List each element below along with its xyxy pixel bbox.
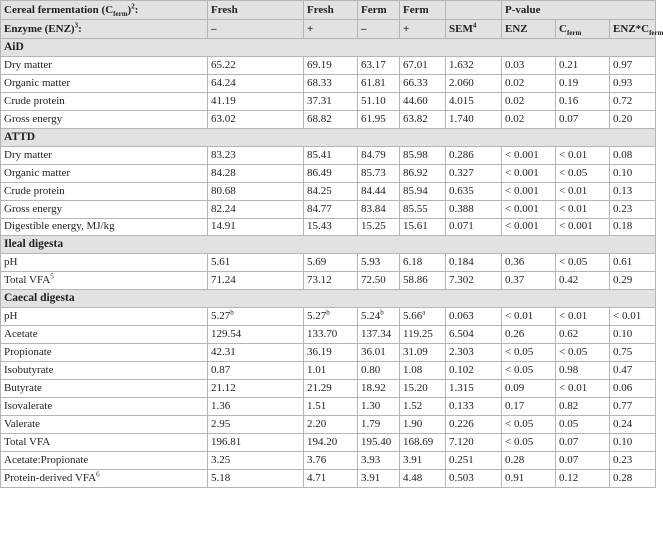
section-row — [1, 39, 656, 57]
cell-p-enz: < 0.001 — [502, 200, 556, 218]
cell-fresh-no-enz: 1.36 — [208, 398, 304, 416]
table-row — [1, 254, 656, 272]
cell-fresh-no-enz: 82.24 — [208, 200, 304, 218]
cell-p-enz: < 0.05 — [502, 433, 556, 451]
cell-p-enz: < 0.001 — [502, 146, 556, 164]
cell-ferm-no-enz: 83.84 — [358, 200, 400, 218]
cell-fresh-no-enz: 65.22 — [208, 57, 304, 75]
row-label: Dry matter — [1, 57, 208, 75]
cell-p-enz: 0.37 — [502, 272, 556, 290]
table-row — [1, 362, 656, 380]
cell-ferm-no-enz: 1.79 — [358, 415, 400, 433]
row-label: pH — [1, 308, 208, 326]
cell-fresh-enz: 69.19 — [304, 57, 358, 75]
cell-ferm-no-enz: 137.34 — [358, 326, 400, 344]
cell-p-interaction: 0.20 — [610, 110, 656, 128]
cell-fresh-enz: 21.29 — [304, 380, 358, 398]
cell-fresh-enz: 1.01 — [304, 362, 358, 380]
table-row — [1, 110, 656, 128]
cell-fresh-no-enz: 63.02 — [208, 110, 304, 128]
cell-fresh-no-enz: 5.61 — [208, 254, 304, 272]
section-row — [1, 290, 656, 308]
cell-p-interaction: 0.13 — [610, 182, 656, 200]
cell-fresh-enz: 3.76 — [304, 451, 358, 469]
table-row — [1, 326, 656, 344]
cell-sem: 0.251 — [446, 451, 502, 469]
cell-ferm-no-enz: 36.01 — [358, 344, 400, 362]
cell-ferm-enz: 1.90 — [400, 415, 446, 433]
row-label: Digestible energy, MJ/kg — [1, 218, 208, 236]
cell-fresh-no-enz: 41.19 — [208, 92, 304, 110]
cell-p-cferm: 0.21 — [556, 57, 610, 75]
cell-sem: 0.063 — [446, 308, 502, 326]
cell-sem: 0.388 — [446, 200, 502, 218]
cell-ferm-enz: 85.98 — [400, 146, 446, 164]
cell-ferm-enz: 85.94 — [400, 182, 446, 200]
cell-p-interaction: 0.75 — [610, 344, 656, 362]
cell-ferm-enz: 5.66$^a$ — [400, 308, 446, 326]
row-label: Total VFA — [1, 433, 208, 451]
cell-fresh-enz: 133.70 — [304, 326, 358, 344]
cell-ferm-enz: 119.25 — [400, 326, 446, 344]
cell-p-interaction: 0.10 — [610, 433, 656, 451]
cell-ferm-no-enz: 51.10 — [358, 92, 400, 110]
cell-p-enz: 0.02 — [502, 92, 556, 110]
section-row — [1, 128, 656, 146]
header-enzyme-label: Enzyme (ENZ)$^3$: — [1, 20, 208, 39]
cell-sem: 0.635 — [446, 182, 502, 200]
row-label: Butyrate — [1, 380, 208, 398]
cell-p-interaction: 0.24 — [610, 415, 656, 433]
cell-sem: 2.303 — [446, 344, 502, 362]
cell-ferm-enz: 4.48 — [400, 469, 446, 487]
cell-p-cferm: 0.62 — [556, 326, 610, 344]
cell-fresh-no-enz: 64.24 — [208, 74, 304, 92]
cell-fresh-no-enz: 5.27$^b$ — [208, 308, 304, 326]
row-label: Acetate — [1, 326, 208, 344]
cell-ferm-enz: 15.20 — [400, 380, 446, 398]
cell-p-interaction: 0.72 — [610, 92, 656, 110]
cell-ferm-no-enz: 195.40 — [358, 433, 400, 451]
table-row — [1, 451, 656, 469]
cell-p-interaction: < 0.01 — [610, 308, 656, 326]
table-row — [1, 415, 656, 433]
row-label: Crude protein — [1, 92, 208, 110]
cell-fresh-no-enz: 5.18 — [208, 469, 304, 487]
cell-p-interaction: 0.29 — [610, 272, 656, 290]
section-title: Caecal digesta — [1, 290, 656, 308]
cell-ferm-enz: 67.01 — [400, 57, 446, 75]
row-label: Gross energy — [1, 110, 208, 128]
row-label: Gross energy — [1, 200, 208, 218]
cell-fresh-enz: 85.41 — [304, 146, 358, 164]
cell-p-cferm: 0.19 — [556, 74, 610, 92]
cell-p-cferm: 0.42 — [556, 272, 610, 290]
cell-p-interaction: 0.06 — [610, 380, 656, 398]
cell-fresh-enz: 2.20 — [304, 415, 358, 433]
table-row — [1, 398, 656, 416]
table-row — [1, 344, 656, 362]
cell-ferm-no-enz: 5.93 — [358, 254, 400, 272]
cell-p-enz: < 0.01 — [502, 308, 556, 326]
table-row — [1, 164, 656, 182]
cell-p-cferm: 0.12 — [556, 469, 610, 487]
cell-ferm-enz: 168.69 — [400, 433, 446, 451]
cell-sem: 1.315 — [446, 380, 502, 398]
header-row-cereal-fermentation — [1, 1, 656, 20]
cell-p-cferm: 0.05 — [556, 415, 610, 433]
cell-fresh-enz: 68.33 — [304, 74, 358, 92]
row-label: Crude protein — [1, 182, 208, 200]
row-label: Valerate — [1, 415, 208, 433]
cell-ferm-no-enz: 3.91 — [358, 469, 400, 487]
header-enz: ENZ — [502, 20, 556, 39]
cell-fresh-no-enz: 3.25 — [208, 451, 304, 469]
cell-p-cferm: 0.07 — [556, 433, 610, 451]
cell-sem: 4.015 — [446, 92, 502, 110]
cell-ferm-no-enz: 5.24$^b$ — [358, 308, 400, 326]
section-title: AiD — [1, 39, 656, 57]
row-label: Isobutyrate — [1, 362, 208, 380]
cell-sem: 0.286 — [446, 146, 502, 164]
cell-ferm-enz: 15.61 — [400, 218, 446, 236]
header-col1-fresh: Fresh — [208, 1, 304, 20]
cell-fresh-no-enz: 14.91 — [208, 218, 304, 236]
cell-p-interaction: 0.23 — [610, 200, 656, 218]
cell-p-interaction: 0.28 — [610, 469, 656, 487]
cell-p-interaction: 0.10 — [610, 326, 656, 344]
row-label: Dry matter — [1, 146, 208, 164]
table-row — [1, 74, 656, 92]
cell-sem: 2.060 — [446, 74, 502, 92]
cell-ferm-enz: 85.55 — [400, 200, 446, 218]
cell-sem: 0.503 — [446, 469, 502, 487]
cell-ferm-enz: 63.82 — [400, 110, 446, 128]
cell-p-enz: 0.02 — [502, 110, 556, 128]
cell-p-interaction: 0.61 — [610, 254, 656, 272]
table-row — [1, 308, 656, 326]
cell-fresh-enz: 194.20 — [304, 433, 358, 451]
cell-ferm-enz: 1.52 — [400, 398, 446, 416]
cell-p-enz: 0.02 — [502, 74, 556, 92]
cell-p-enz: < 0.05 — [502, 415, 556, 433]
cell-p-enz: < 0.001 — [502, 164, 556, 182]
cell-ferm-no-enz: 61.95 — [358, 110, 400, 128]
cell-sem: 7.302 — [446, 272, 502, 290]
cell-p-interaction: 0.08 — [610, 146, 656, 164]
cell-p-interaction: 0.97 — [610, 57, 656, 75]
cell-p-enz: 0.09 — [502, 380, 556, 398]
cell-fresh-enz: 4.71 — [304, 469, 358, 487]
cell-p-enz: 0.26 — [502, 326, 556, 344]
section-title: Ileal digesta — [1, 236, 656, 254]
cell-p-cferm: < 0.01 — [556, 380, 610, 398]
cell-p-cferm: < 0.01 — [556, 200, 610, 218]
cell-ferm-enz: 6.18 — [400, 254, 446, 272]
cell-p-cferm: 0.07 — [556, 110, 610, 128]
cell-fresh-no-enz: 0.87 — [208, 362, 304, 380]
header-enzyme-col3: – — [358, 20, 400, 39]
cell-fresh-enz: 1.51 — [304, 398, 358, 416]
header-col4-ferm: Ferm — [400, 1, 446, 20]
header-enzyme-col2: + — [304, 20, 358, 39]
cell-fresh-enz: 5.69 — [304, 254, 358, 272]
row-label: Organic matter — [1, 164, 208, 182]
header-sem: SEM$^4$ — [446, 20, 502, 39]
cell-p-enz: < 0.001 — [502, 182, 556, 200]
cell-ferm-enz: 1.08 — [400, 362, 446, 380]
cell-ferm-enz: 31.09 — [400, 344, 446, 362]
table-row — [1, 92, 656, 110]
cell-ferm-enz: 58.86 — [400, 272, 446, 290]
cell-sem: 0.184 — [446, 254, 502, 272]
cell-fresh-enz: 73.12 — [304, 272, 358, 290]
cell-sem: 0.133 — [446, 398, 502, 416]
cell-p-enz: < 0.05 — [502, 362, 556, 380]
cell-sem: 0.327 — [446, 164, 502, 182]
table-row — [1, 200, 656, 218]
cell-fresh-enz: 84.25 — [304, 182, 358, 200]
cell-fresh-enz: 5.27$^b$ — [304, 308, 358, 326]
cell-ferm-no-enz: 18.92 — [358, 380, 400, 398]
table-row — [1, 218, 656, 236]
cell-sem: 0.071 — [446, 218, 502, 236]
cell-fresh-no-enz: 84.28 — [208, 164, 304, 182]
row-label: Protein-derived VFA$^6$ — [1, 469, 208, 487]
cell-fresh-enz: 15.43 — [304, 218, 358, 236]
cell-p-interaction: 0.47 — [610, 362, 656, 380]
cell-fresh-enz: 68.82 — [304, 110, 358, 128]
cell-p-enz: 0.03 — [502, 57, 556, 75]
cell-p-cferm: < 0.05 — [556, 254, 610, 272]
cell-ferm-enz: 44.60 — [400, 92, 446, 110]
cell-p-enz: 0.28 — [502, 451, 556, 469]
cell-p-cferm: 0.98 — [556, 362, 610, 380]
cell-p-enz: < 0.001 — [502, 218, 556, 236]
cell-fresh-no-enz: 196.81 — [208, 433, 304, 451]
cell-p-cferm: 0.16 — [556, 92, 610, 110]
cell-ferm-enz: 86.92 — [400, 164, 446, 182]
row-label: Acetate:Propionate — [1, 451, 208, 469]
header-row-enzyme — [1, 20, 656, 39]
header-sem-blank — [446, 1, 502, 20]
cell-fresh-no-enz: 21.12 — [208, 380, 304, 398]
row-label: Total VFA$^5$ — [1, 272, 208, 290]
cell-sem: 1.740 — [446, 110, 502, 128]
table-row — [1, 469, 656, 487]
cell-ferm-no-enz: 0.80 — [358, 362, 400, 380]
cell-ferm-no-enz: 84.44 — [358, 182, 400, 200]
table-row — [1, 433, 656, 451]
cell-p-enz: 0.36 — [502, 254, 556, 272]
section-title: ATTD — [1, 128, 656, 146]
cell-fresh-enz: 36.19 — [304, 344, 358, 362]
cell-ferm-no-enz: 15.25 — [358, 218, 400, 236]
cell-ferm-enz: 66.33 — [400, 74, 446, 92]
cell-p-cferm: < 0.01 — [556, 146, 610, 164]
table-row — [1, 57, 656, 75]
cell-fresh-enz: 86.49 — [304, 164, 358, 182]
cell-p-enz: < 0.05 — [502, 344, 556, 362]
cell-fresh-no-enz: 42.31 — [208, 344, 304, 362]
cell-ferm-no-enz: 84.79 — [358, 146, 400, 164]
header-enzyme-col4: + — [400, 20, 446, 39]
cell-ferm-no-enz: 72.50 — [358, 272, 400, 290]
cell-p-cferm: < 0.01 — [556, 308, 610, 326]
table-row — [1, 272, 656, 290]
cell-sem: 6.504 — [446, 326, 502, 344]
header-pvalue: P-value — [502, 1, 656, 20]
row-label: Organic matter — [1, 74, 208, 92]
cell-p-cferm: < 0.05 — [556, 344, 610, 362]
cell-ferm-no-enz: 61.81 — [358, 74, 400, 92]
section-row — [1, 236, 656, 254]
cell-p-interaction: 0.10 — [610, 164, 656, 182]
cell-p-enz: 0.17 — [502, 398, 556, 416]
table-row — [1, 146, 656, 164]
cell-ferm-no-enz: 3.93 — [358, 451, 400, 469]
cell-p-interaction: 0.93 — [610, 74, 656, 92]
header-col3-ferm: Ferm — [358, 1, 400, 20]
cell-fresh-no-enz: 129.54 — [208, 326, 304, 344]
header-enzyme-col1: – — [208, 20, 304, 39]
cell-ferm-no-enz: 85.73 — [358, 164, 400, 182]
cell-sem: 7.120 — [446, 433, 502, 451]
cell-fresh-no-enz: 71.24 — [208, 272, 304, 290]
cell-p-interaction: 0.23 — [610, 451, 656, 469]
header-interaction: $ENZ*C_{ferm}$ — [610, 20, 656, 39]
cell-fresh-enz: 37.31 — [304, 92, 358, 110]
row-label: Isovalerate — [1, 398, 208, 416]
cell-p-cferm: < 0.01 — [556, 182, 610, 200]
header-col2-fresh: Fresh — [304, 1, 358, 20]
cell-sem: 1.632 — [446, 57, 502, 75]
table-row — [1, 182, 656, 200]
cell-ferm-no-enz: 63.17 — [358, 57, 400, 75]
row-label: pH — [1, 254, 208, 272]
cell-p-cferm: < 0.05 — [556, 164, 610, 182]
header-cereal-fermentation-label: Cereal fermentation $(C_{ferm})^2$: — [1, 1, 208, 20]
cell-p-cferm: 0.07 — [556, 451, 610, 469]
header-cferm: $C_{ferm}$ — [556, 20, 610, 39]
cell-fresh-no-enz: 80.68 — [208, 182, 304, 200]
cell-fresh-no-enz: 2.95 — [208, 415, 304, 433]
cell-sem: 0.102 — [446, 362, 502, 380]
row-label: Propionate — [1, 344, 208, 362]
cell-p-enz: 0.91 — [502, 469, 556, 487]
cell-ferm-no-enz: 1.30 — [358, 398, 400, 416]
cell-p-cferm: < 0.001 — [556, 218, 610, 236]
cell-sem: 0.226 — [446, 415, 502, 433]
cell-fresh-enz: 84.77 — [304, 200, 358, 218]
cell-p-interaction: 0.77 — [610, 398, 656, 416]
cell-p-interaction: 0.18 — [610, 218, 656, 236]
cell-p-cferm: 0.82 — [556, 398, 610, 416]
table-row — [1, 380, 656, 398]
cell-ferm-enz: 3.91 — [400, 451, 446, 469]
cell-fresh-no-enz: 83.23 — [208, 146, 304, 164]
